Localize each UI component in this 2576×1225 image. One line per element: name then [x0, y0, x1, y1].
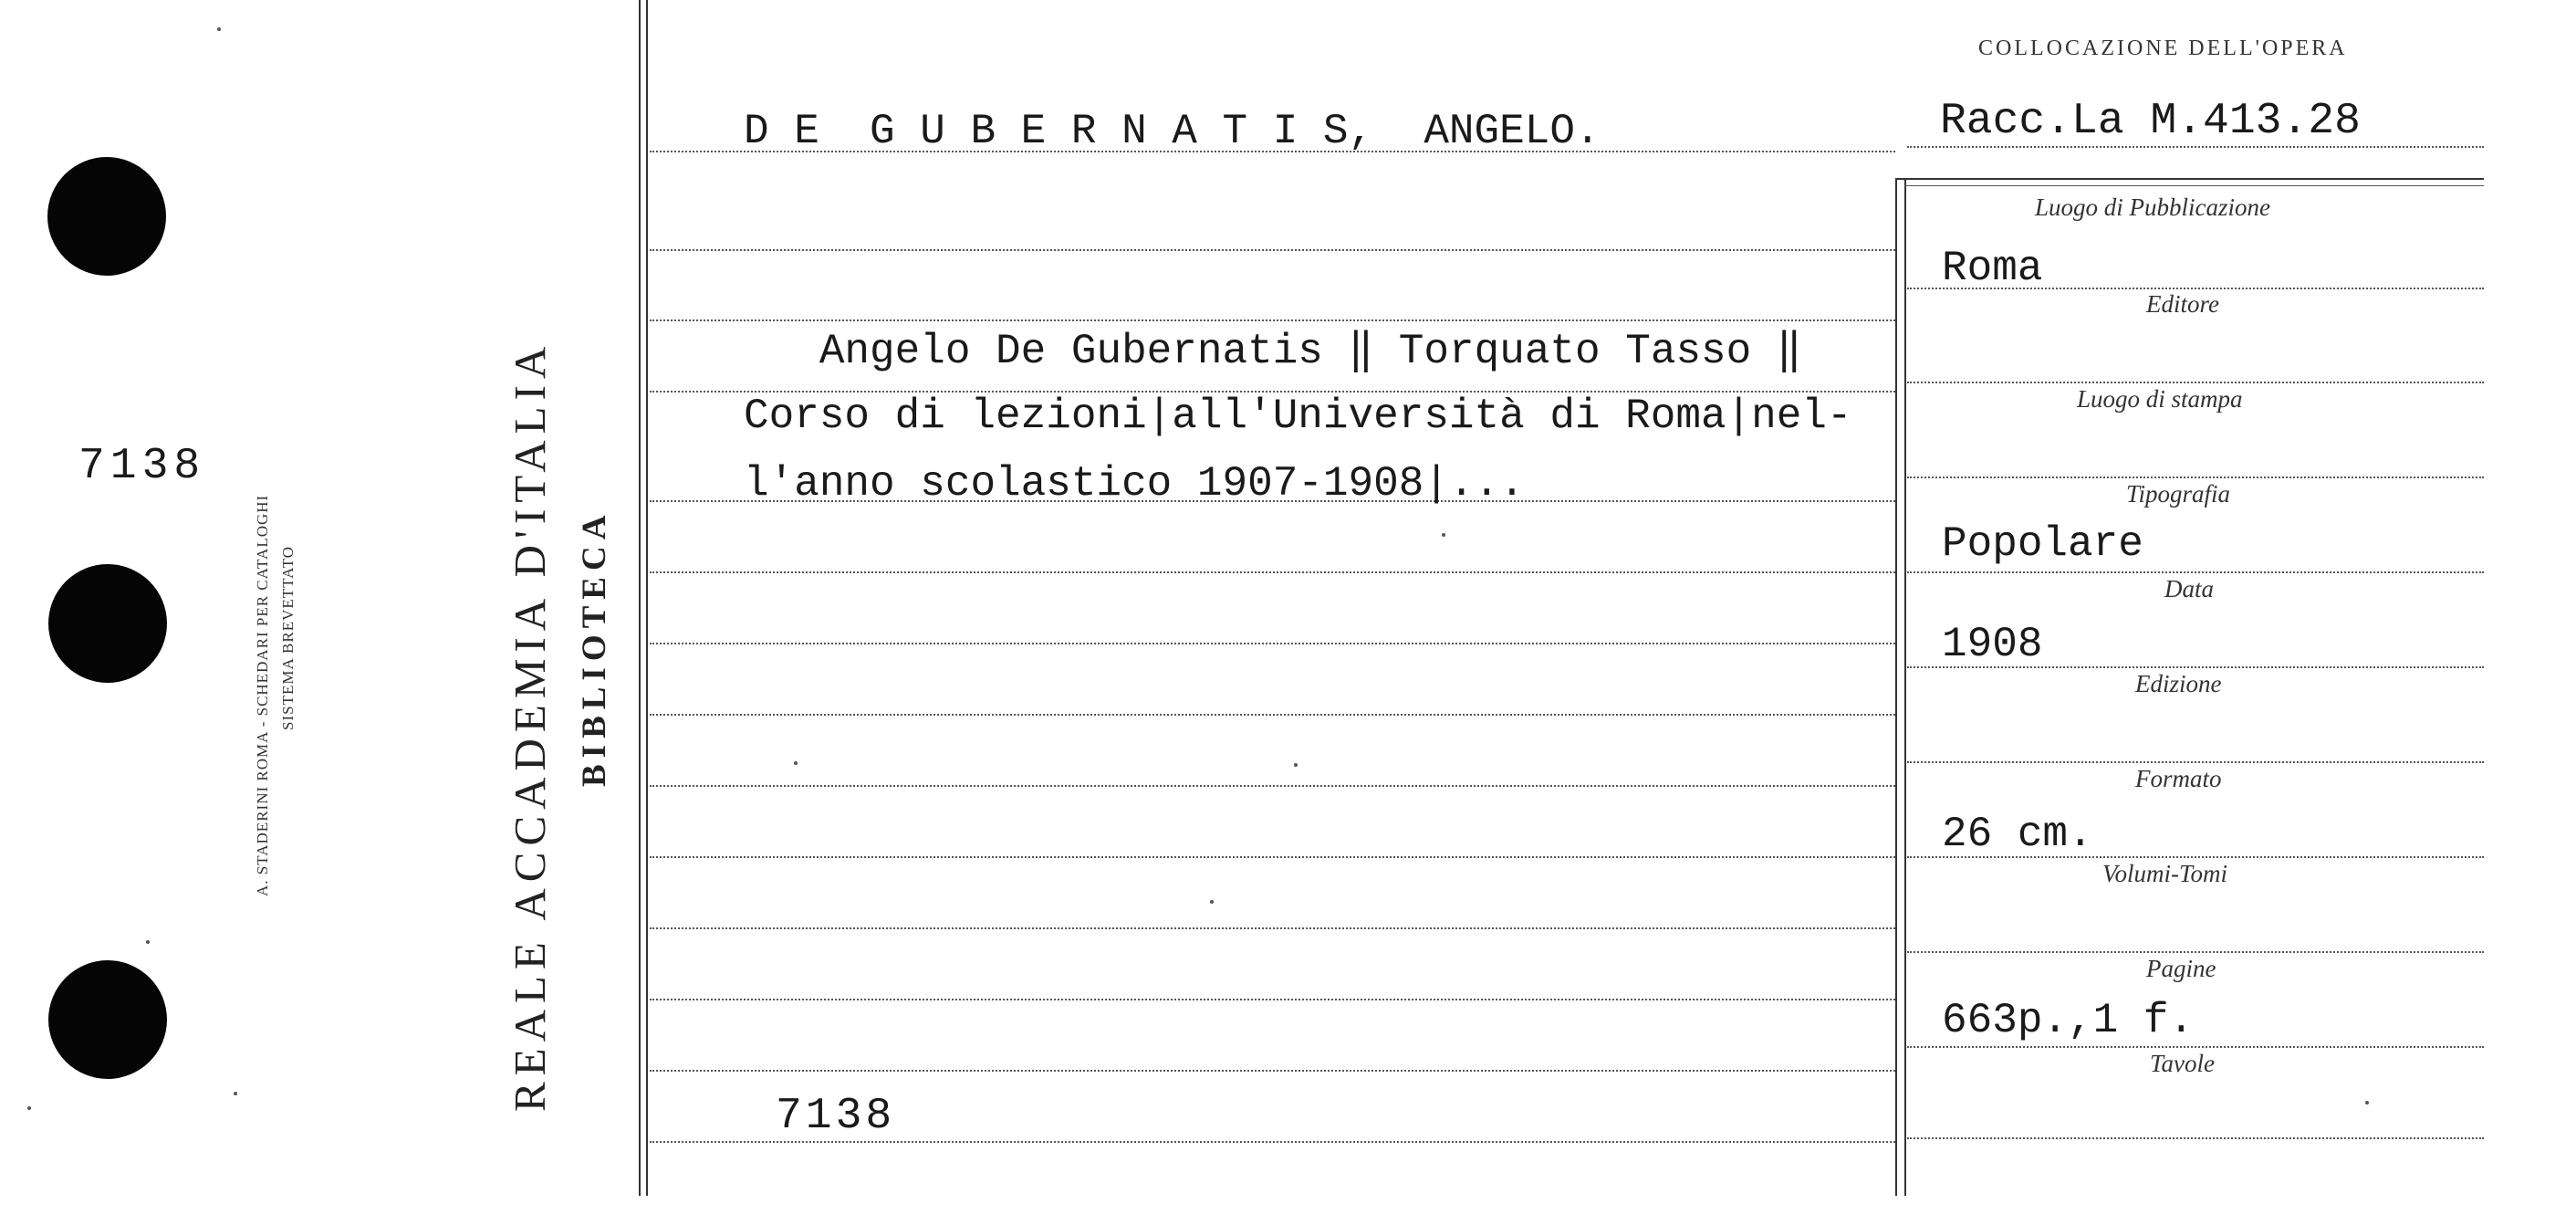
institution-name: REALE ACCADEMIA D'ITALIA	[505, 340, 555, 1112]
volumi-tomi-label: Volumi-Tomi	[2102, 860, 2228, 887]
paper-speck	[1294, 763, 1298, 767]
luogo-pubblicazione-value: Roma	[1942, 245, 2043, 292]
card-line	[650, 856, 1895, 858]
library-name: BIBLIOTECA	[576, 508, 613, 787]
title-line-2: Corso di lezioni|all'Università di Roma|nel-	[744, 393, 1852, 440]
paper-speck	[794, 761, 798, 765]
punch-hole-bottom	[48, 960, 167, 1079]
paper-speck	[1210, 900, 1214, 904]
field-column-rule-2	[1904, 180, 1906, 1196]
luogo-stampa-label: Luogo di stampa	[2077, 385, 2243, 413]
collocation-value: Racc.La M.413.28	[1940, 97, 2361, 146]
card-left-rule-1	[639, 0, 641, 1196]
field-line	[1907, 761, 2484, 763]
tavole-label: Tavole	[2150, 1050, 2216, 1077]
card-line	[650, 714, 1895, 716]
punch-hole-middle	[48, 564, 167, 683]
formato-value: 26 cm.	[1942, 811, 2093, 858]
field-column-top-rule-2	[1904, 185, 2484, 186]
paper-speck	[2365, 1101, 2369, 1105]
card-line	[650, 571, 1895, 573]
card-left-rule-2	[646, 0, 648, 1196]
punch-hole-top	[47, 157, 166, 276]
field-line	[1907, 1046, 2484, 1048]
field-line	[1907, 1137, 2484, 1139]
edizione-label: Edizione	[2135, 670, 2222, 697]
title-line-1: Angelo De Gubernatis ‖ Torquato Tasso ‖	[744, 328, 1802, 375]
field-line	[1907, 476, 2484, 478]
paper-speck	[27, 1106, 31, 1110]
field-line	[1907, 951, 2484, 953]
formato-label: Formato	[2135, 765, 2222, 792]
card-line	[650, 785, 1895, 787]
field-line	[1907, 146, 2484, 148]
paper-speck	[234, 1092, 237, 1095]
card-number-left: 7138	[78, 442, 206, 491]
tipografia-label: Tipografia	[2126, 480, 2231, 508]
card-line	[650, 643, 1895, 644]
printer-imprint-line2: SISTEMA BREVETTATO	[279, 546, 297, 730]
collocation-header: COLLOCAZIONE DELL'OPERA	[1978, 37, 2348, 60]
data-value: 1908	[1942, 621, 2043, 668]
tipografia-value: Popolare	[1942, 520, 2143, 568]
field-column-rule-1	[1895, 180, 1897, 1196]
luogo-pubblicazione-label: Luogo di Pubblicazione	[2035, 194, 2270, 221]
paper-speck	[146, 940, 150, 944]
card-line	[650, 319, 1895, 321]
card-line	[650, 927, 1895, 929]
pagine-value: 663p.,1 f.	[1942, 997, 2195, 1044]
title-line-3: l'anno scolastico 1907-1908|...	[744, 460, 1525, 508]
card-line	[650, 249, 1895, 251]
card-number-bottom: 7138	[776, 1092, 896, 1141]
data-label: Data	[2164, 575, 2214, 602]
paper-speck	[217, 27, 221, 31]
author-heading: D E G U B E R N A T I S, ANGELO.	[744, 108, 1601, 155]
card-line	[650, 999, 1895, 1000]
field-line	[1907, 571, 2484, 573]
field-column-top-rule	[1895, 178, 2484, 180]
pagine-label: Pagine	[2146, 955, 2216, 982]
printer-imprint-line1: A. STADERINI ROMA - SCHEDARI PER CATALOGHI	[254, 494, 271, 896]
paper-speck	[1442, 533, 1445, 537]
card-line	[650, 1141, 1895, 1143]
card-line	[650, 1070, 1895, 1072]
editore-label: Editore	[2146, 290, 2219, 318]
field-line	[1907, 382, 2484, 383]
